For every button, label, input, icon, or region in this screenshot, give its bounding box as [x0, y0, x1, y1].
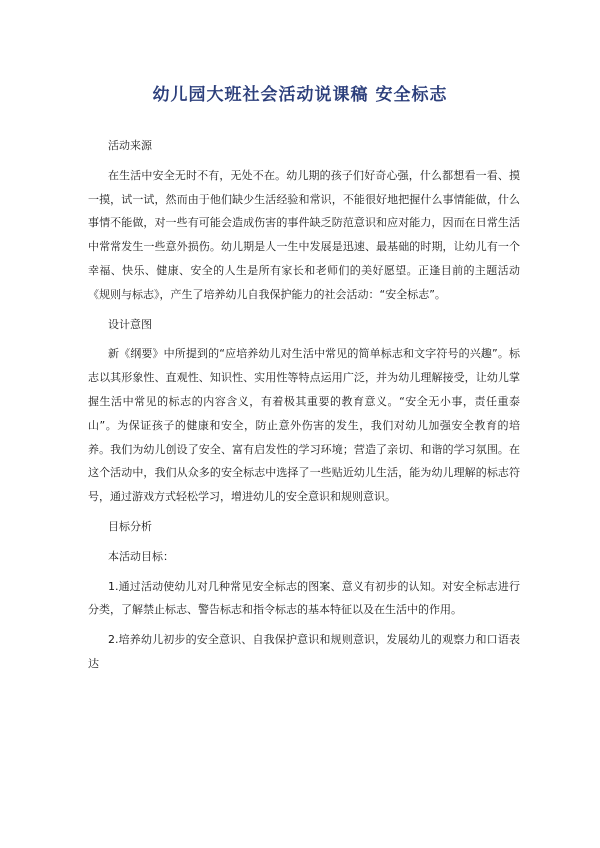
paragraph: 1.通过活动使幼儿对几种常见安全标志的图案、意义有初步的认知。对安全标志进行分类，了解禁止标志、警告标志和指令标志的基本特征以及在生活中的作用。 [88, 579, 520, 617]
section-heading-goals: 目标分析 [108, 519, 152, 533]
paragraph: 2.培养幼儿初步的安全意识、自我保护意识和规则意识，发展幼儿的观察力和口语表达 [88, 633, 520, 670]
document-title: 幼儿园大班社会活动说课稿 安全标志 [152, 85, 448, 105]
paragraph: 在生活中安全无时不有，无处不在。幼儿期的孩子们好奇心强，什么都想看一看、摸一摸，试一试，然而由于他们缺少生活经验和常识，不能很好地把握什么事情能做，什么事情不能做，对一些有可能会造成伤害的事件缺乏防范意识和应对能力，因而在日常生活中常常发生一些意外损伤。幼儿期是人一生中发展是迅速、最基础的时期，让幼儿有一个幸福、快乐、健康、安全的人生是所有家长和老师们的美好愿望。正逢目前的主题活动《规则与标志》，产生了培养幼儿自我保护能力的社会活动：“安全标志”。 [88, 168, 520, 301]
paragraph: 本活动目标： [108, 549, 174, 563]
section-heading-source: 活动来源 [108, 139, 152, 152]
document-body [88, 134, 520, 682]
paragraph: 新《纲要》中所提到的“应培养幼儿对生活中常见的简单标志和文字符号的兴趣”。标志以其形象性、直观性、知识性、实用性等特点运用广泛，并为幼儿理解接受，让幼儿掌握生活中常见的标志的内容含义，有着极其重要的教育意义。“安全无小事，责任重泰山”。为保证孩子的健康和安全，防止意外伤害的发生，我们对幼儿加强安全教育的培养。我们为幼儿创设了安全、富有启发性的学习环境；营造了亲切、和谐的学习氛围。在这个活动中，我们从众多的安全标志中选择了一些贴近幼儿生活，能为幼儿理解的标志符号，通过游戏方式轻松学习，增进幼儿的安全意识和规则意识。 [88, 347, 520, 504]
section-heading-design: 设计意图 [108, 317, 152, 331]
